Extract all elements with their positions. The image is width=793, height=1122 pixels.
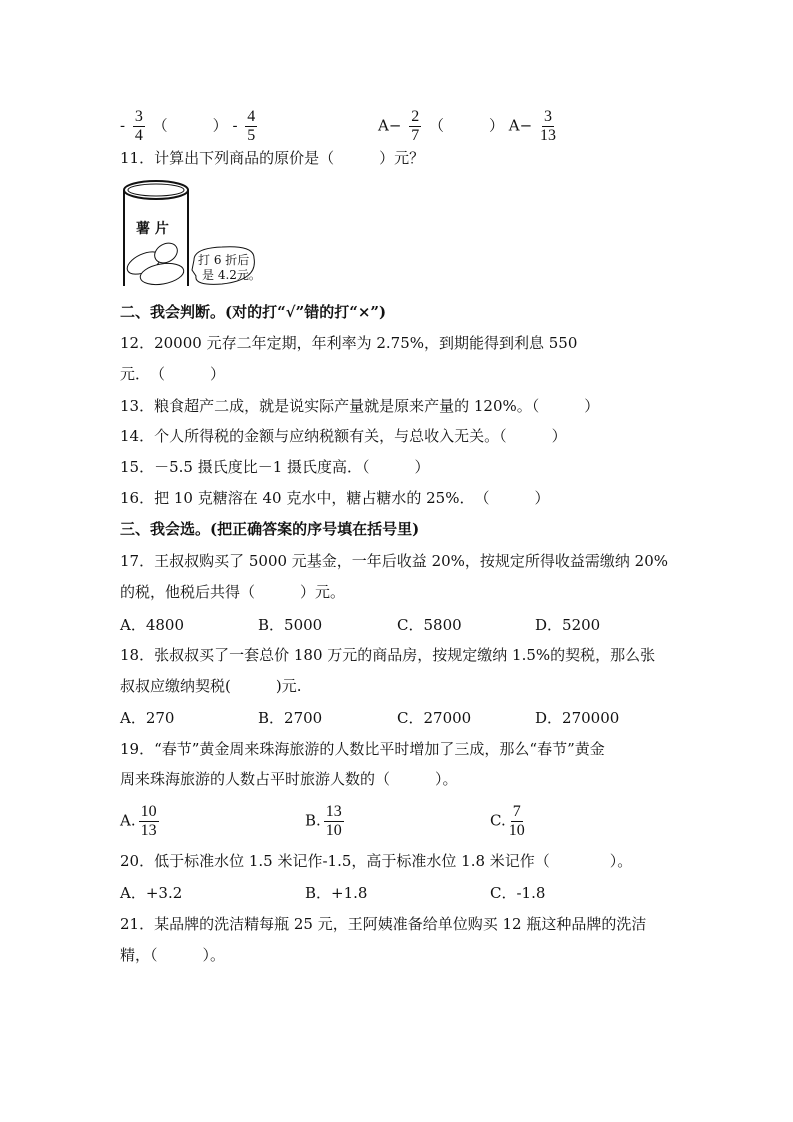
numerator: 2	[411, 108, 420, 125]
option-label: B.	[305, 811, 321, 830]
sign: -	[232, 116, 238, 135]
q10-right	[378, 108, 559, 145]
q18-option-d[interactable]: D．270000	[535, 709, 620, 727]
sign: -	[120, 116, 126, 135]
fraction	[245, 108, 257, 145]
q20-option-b[interactable]: B．+1.8	[305, 884, 368, 902]
option-label: A.	[120, 811, 136, 830]
question-18: 18．张叔叔买了一套总价 180 万元的商品房，按规定缴纳 1.5%的契税，那么张	[120, 646, 656, 664]
fraction	[540, 108, 556, 145]
denominator: 13	[140, 822, 157, 839]
section-2-heading: 二、我会判断。(对的打“√”错的打“×”)	[120, 303, 387, 321]
q17-option-c[interactable]: C．5800	[397, 616, 462, 634]
denominator: 7	[411, 127, 420, 144]
chips-can-illustration	[122, 178, 272, 288]
fraction	[324, 803, 344, 840]
denominator: 13	[539, 127, 556, 144]
question-20: 20．低于标准水位 1.5 米记作-1.5，高于标准水位 1.8 米记作（ ）。	[120, 852, 633, 870]
expr: A−	[508, 116, 533, 135]
question-12-cont: 元． （ ）	[120, 365, 226, 383]
numerator: 4	[247, 108, 256, 125]
section-3-heading: 三、我会选。(把正确答案的序号填在括号里)	[120, 520, 420, 538]
q18-option-a[interactable]: A．270	[120, 709, 175, 727]
question-14: 14．个人所得税的金额与应纳税额有关，与总收入无关。（ ）	[120, 427, 567, 445]
q20-option-a[interactable]: A．+3.2	[120, 884, 183, 902]
question-12: 12．20000 元存二年定期，年利率为 2.75%，到期能得到利息 550	[120, 334, 578, 352]
denominator: 5	[247, 127, 256, 144]
q19-option-b[interactable]	[305, 803, 347, 840]
numerator: 3	[134, 108, 143, 125]
numerator: 10	[140, 803, 157, 820]
fraction	[139, 803, 159, 840]
question-18-cont: 叔叔应缴纳契税( )元.	[120, 677, 302, 695]
question-19-cont: 周来珠海旅游的人数占平时旅游人数的（ ）。	[120, 770, 458, 788]
fraction	[509, 803, 525, 840]
bubble-line2: 是 4.2元。	[202, 268, 261, 282]
question-17-cont: 的税，他税后共得（ ）元。	[120, 583, 346, 601]
q10-left	[120, 108, 260, 145]
can-label: 薯 片	[136, 221, 169, 237]
question-13: 13．粮食超产二成，就是说实际产量就是原来产量的 120%。（ ）	[120, 397, 600, 415]
denominator: 4	[134, 127, 143, 144]
question-11: 11．计算出下列商品的原价是（ ）元？	[120, 149, 425, 167]
q20-option-c[interactable]: C．-1.8	[490, 884, 546, 902]
q19-option-a[interactable]	[120, 803, 162, 840]
question-17: 17．王叔叔购买了 5000 元基金，一年后收益 20%，按规定所得收益需缴纳 20%	[120, 552, 669, 570]
q17-option-d[interactable]: D．5200	[535, 616, 601, 634]
question-21: 21．某品牌的洗洁精每瓶 25 元，王阿姨准备给单位购买 12 瓶这种品牌的洗洁	[120, 915, 647, 933]
numerator: 13	[325, 803, 342, 820]
q18-option-c[interactable]: C．27000	[397, 709, 472, 727]
q17-option-b[interactable]: B．5000	[258, 616, 323, 634]
answer-blank[interactable]: （ ）	[152, 116, 228, 135]
numerator: 3	[543, 108, 552, 125]
question-19: 19．“春节”黄金周来珠海旅游的人数比平时增加了三成，那么“春节”黄金	[120, 740, 605, 758]
numerator: 7	[512, 803, 521, 820]
denominator: 10	[325, 822, 342, 839]
expr: A−	[378, 116, 402, 135]
q18-option-b[interactable]: B．2700	[258, 709, 323, 727]
q17-option-a[interactable]: A．4800	[120, 616, 185, 634]
question-15: 15．－5.5 摄氏度比－1 摄氏度高．（ ）	[120, 458, 430, 476]
fraction	[133, 108, 145, 145]
denominator: 10	[508, 822, 525, 839]
answer-blank[interactable]: （ ）	[428, 116, 504, 135]
fraction	[409, 108, 421, 145]
bubble-line1: 打 6 折后	[198, 253, 250, 267]
question-21-cont: 精，（ ）。	[120, 946, 226, 964]
q19-option-c[interactable]	[490, 803, 528, 840]
option-label: C.	[490, 811, 506, 830]
question-16: 16．把 10 克糖溶在 40 克水中，糖占糖水的 25%． （ ）	[120, 489, 550, 507]
